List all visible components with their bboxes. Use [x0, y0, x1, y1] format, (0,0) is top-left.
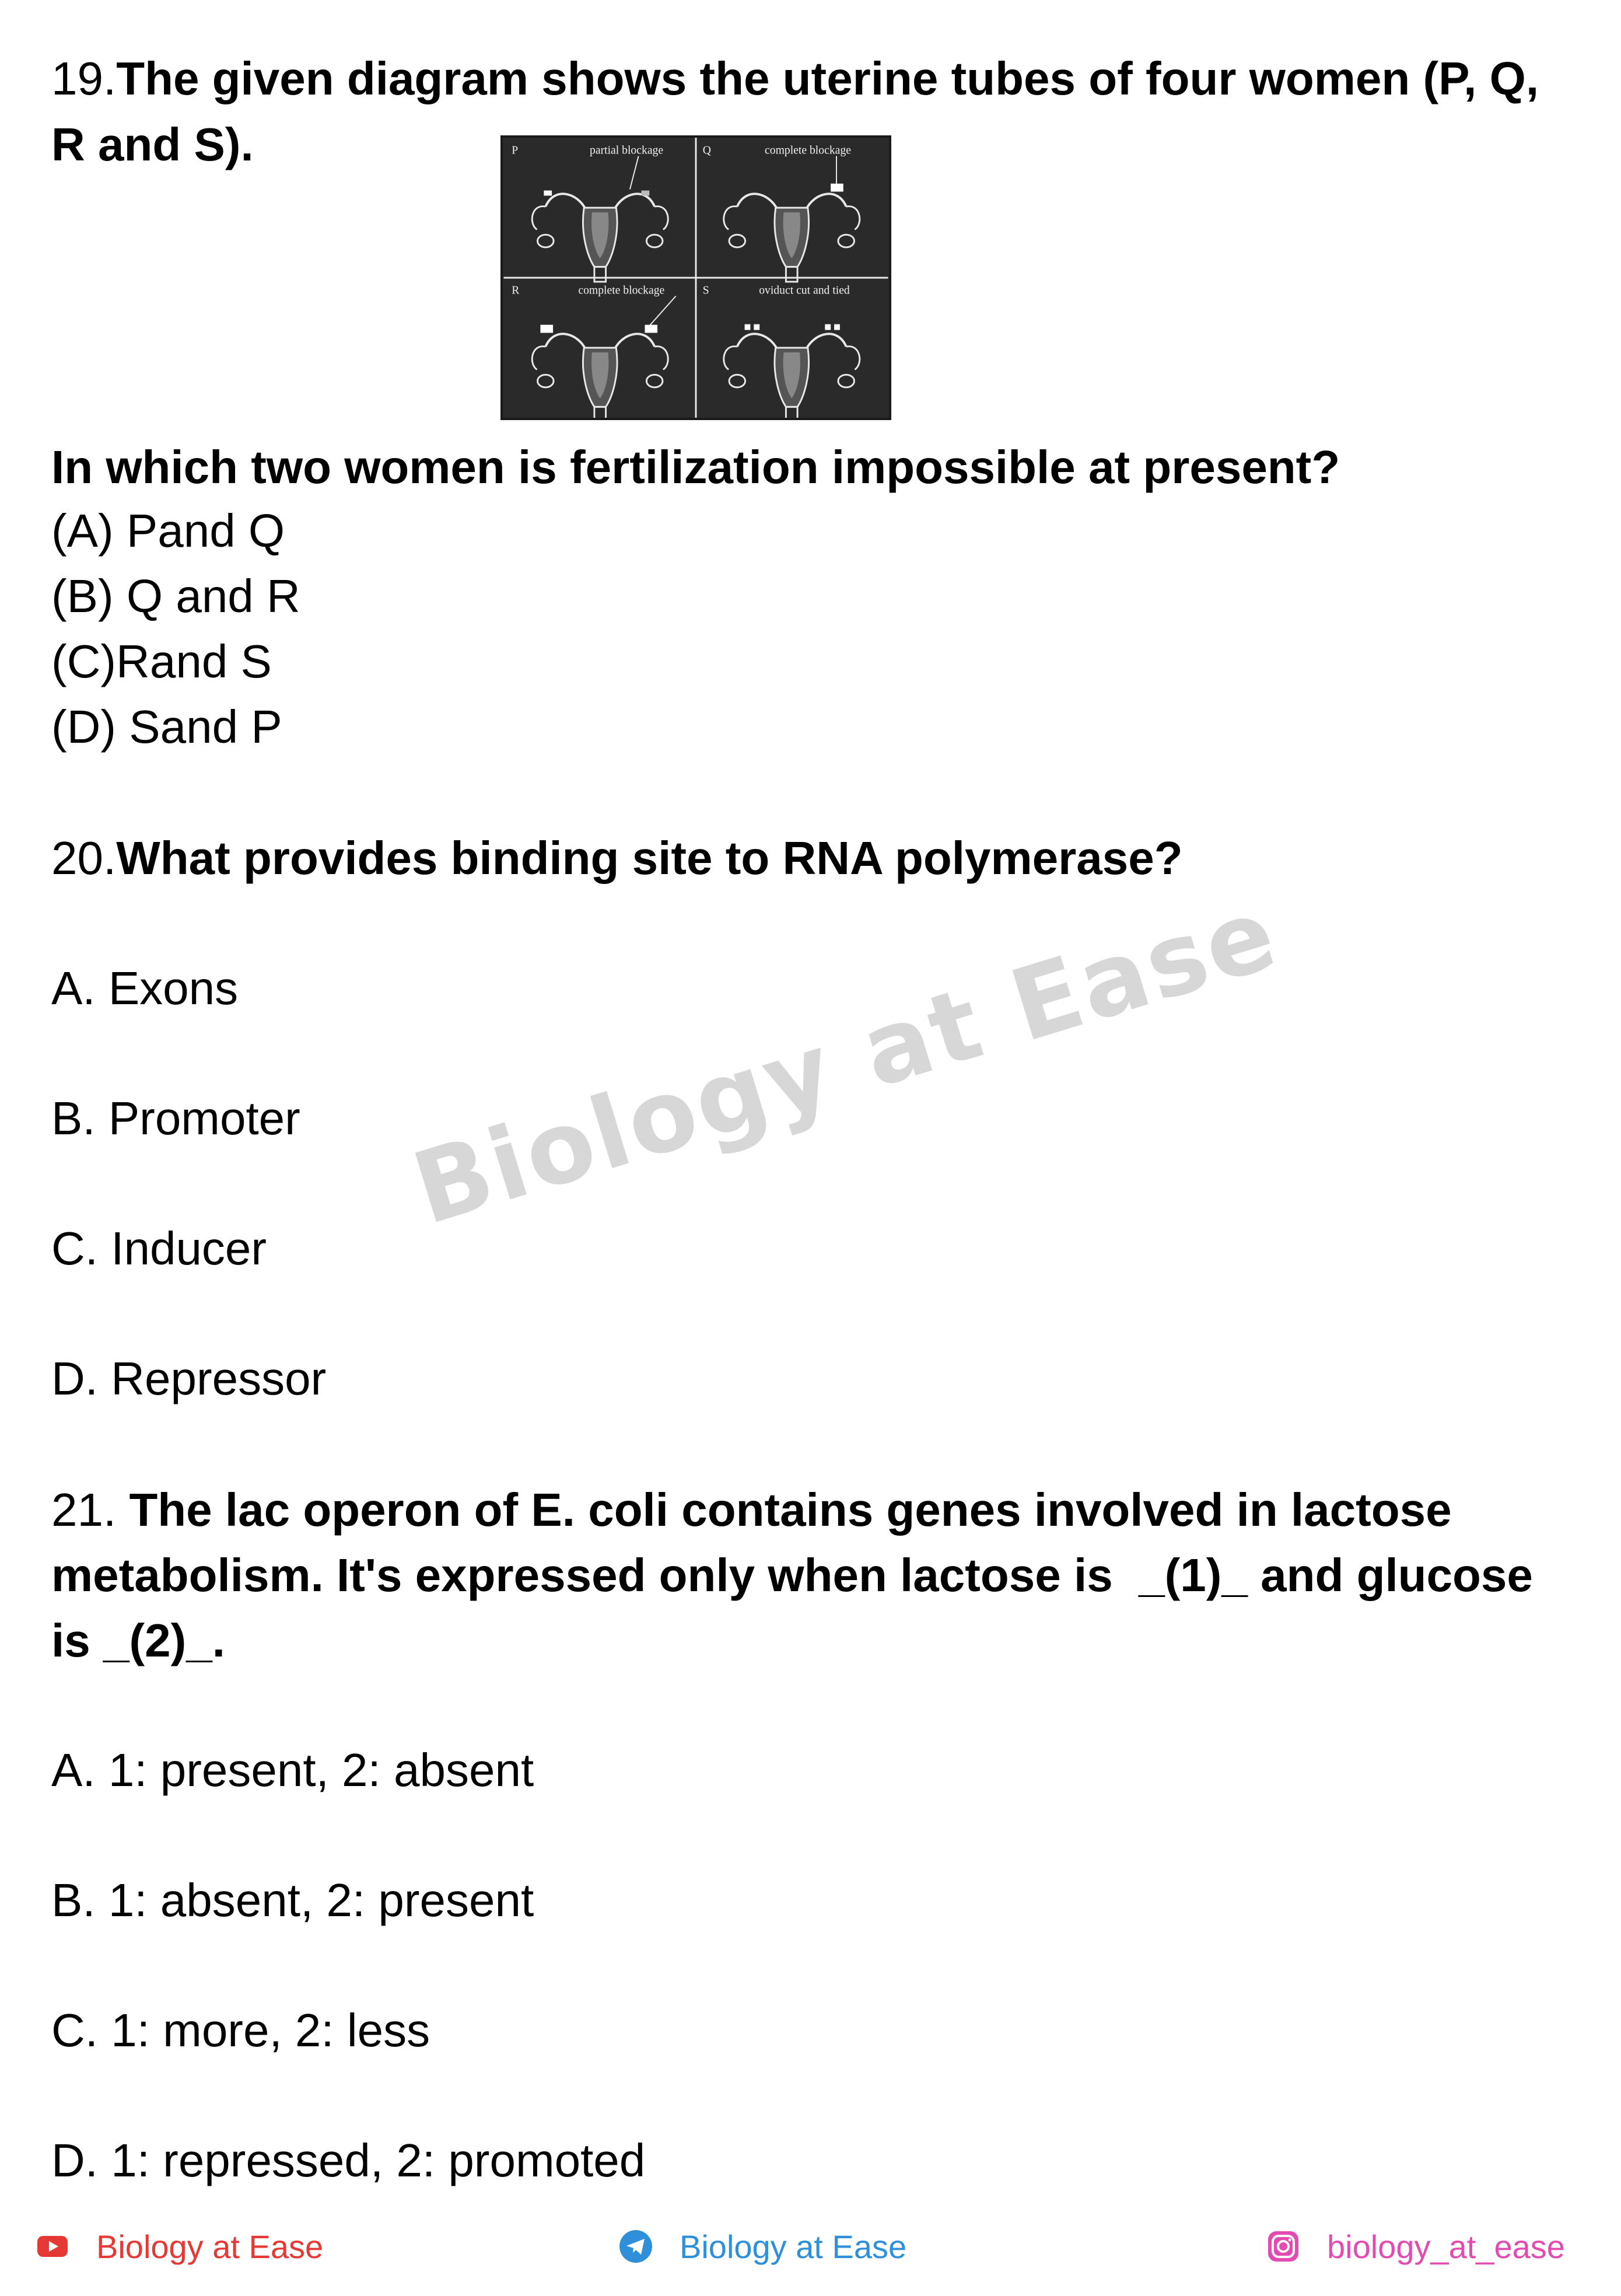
- q21-number: 21.: [51, 1484, 129, 1536]
- q20-number: 20.: [51, 832, 117, 884]
- q20-stem-text: What provides binding site to RNA polymerase?: [116, 832, 1183, 884]
- watermark: Biology at Ease: [401, 875, 1290, 1247]
- telegram-icon: [618, 2229, 653, 2264]
- footer-telegram-text: Biology at Ease: [680, 2228, 907, 2265]
- q19-option-d[interactable]: (D) Sand P: [51, 701, 282, 753]
- q19-question: [51, 434, 1597, 500]
- q21-stem-line3: is _(2)_.: [51, 1614, 225, 1666]
- footer-instagram-text: biology_at_ease: [1327, 2228, 1565, 2265]
- panel-p-caption: partial blockage: [590, 144, 664, 157]
- q19-stem-line2: R and S).: [51, 118, 254, 170]
- panel-q-letter: Q: [702, 144, 712, 157]
- panel-p: [512, 144, 668, 282]
- panel-p-letter: P: [512, 144, 519, 157]
- q21-option-b[interactable]: B. 1: absent, 2: present: [51, 1874, 534, 1926]
- panel-q: [703, 144, 860, 282]
- q20-option-c[interactable]: C. Inducer: [51, 1222, 267, 1274]
- instagram-icon: [1266, 2229, 1301, 2264]
- panel-s-caption: oviduct cut and tied: [759, 284, 850, 297]
- q19-option-b[interactable]: (B) Q and R: [51, 570, 300, 622]
- q20-stem: [51, 825, 1597, 891]
- panel-r-caption: complete blockage: [578, 284, 665, 297]
- q21-stem-line1: The lac operon of E. coli contains genes involved in lactose: [129, 1484, 1452, 1536]
- panel-q-caption: complete blockage: [765, 144, 851, 157]
- q19-stem-line1: The given diagram shows the uterine tubes of four women (P, Q,: [116, 53, 1539, 104]
- q19-question-text: In which two women is fertilization impossible at present?: [51, 441, 1340, 493]
- panel-r: [512, 284, 675, 418]
- q21-option-d[interactable]: D. 1: repressed, 2: promoted: [51, 2134, 646, 2186]
- uterine-tubes-diagram: [500, 135, 891, 420]
- footer-youtube-link[interactable]: [35, 2223, 323, 2270]
- q21-stem: [51, 1477, 1597, 1673]
- q21-option-c[interactable]: C. 1: more, 2: less: [51, 2004, 430, 2056]
- q19-option-c[interactable]: (C)Rand S: [51, 635, 272, 687]
- q19-number: 19.: [51, 53, 117, 104]
- footer-instagram-link[interactable]: [1266, 2223, 1565, 2270]
- youtube-icon: [35, 2229, 70, 2264]
- panel-r-letter: R: [512, 284, 520, 297]
- footer-telegram-link[interactable]: [618, 2223, 906, 2270]
- panel-s-letter: S: [702, 284, 709, 297]
- q20-option-a[interactable]: A. Exons: [51, 962, 239, 1014]
- q20-option-d[interactable]: D. Repressor: [51, 1353, 327, 1404]
- q20-option-b[interactable]: B. Promoter: [51, 1092, 300, 1144]
- panel-s: [703, 284, 860, 418]
- q19-option-a[interactable]: (A) Pand Q: [51, 505, 285, 557]
- q21-stem-line2: metabolism. It's expressed only when lactose is _(1)_ and glucose: [51, 1549, 1533, 1601]
- footer-youtube-text: Biology at Ease: [96, 2228, 324, 2265]
- q21-option-a[interactable]: A. 1: present, 2: absent: [51, 1744, 534, 1796]
